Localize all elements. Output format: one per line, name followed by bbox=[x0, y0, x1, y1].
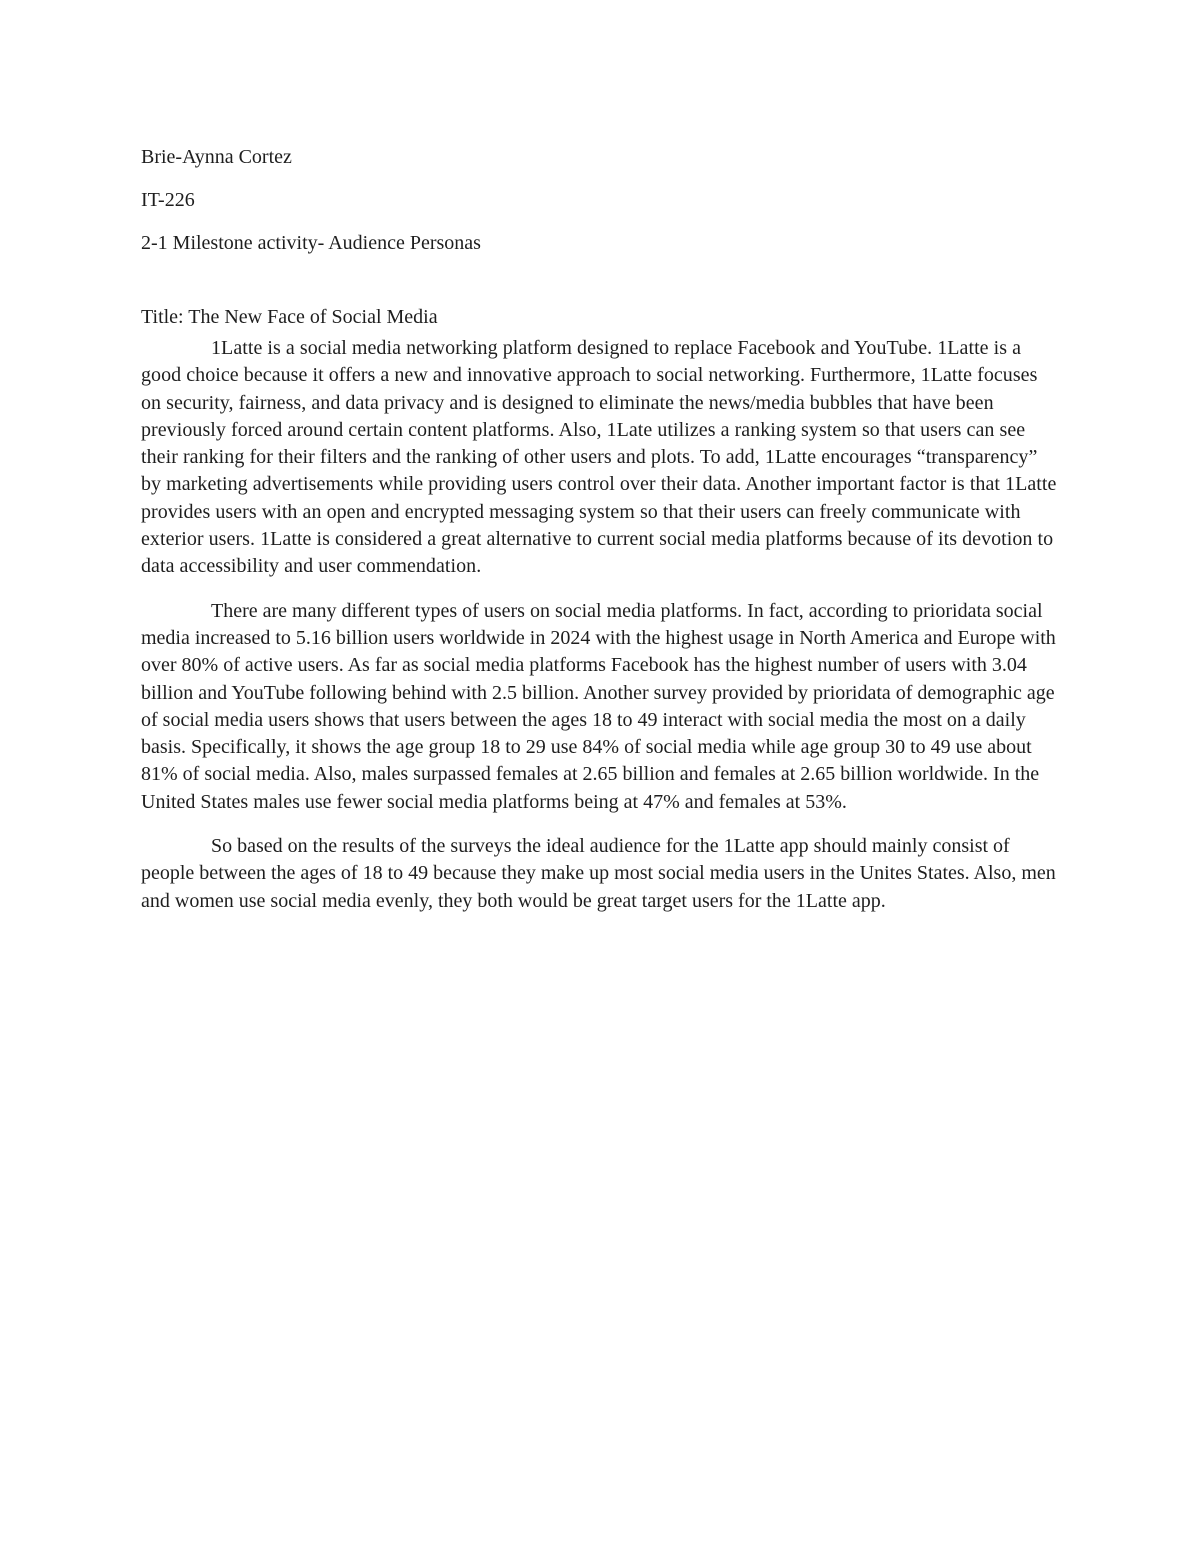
paragraph-intro: 1Latte is a social media networking platform designed to replace Facebook and YouTube. 1Latte is a good choice because it offers a new and innovative approach to social networking. Furthermore, 1Latte focuses on security, fairness, and data privacy and is designed to eliminate the news/media bubbles that have been previously forced around certain content platforms. Also, 1Late utilizes a ranking system so that users can see their ranking for their filters and the ranking of other users and plots. To add, 1Latte encourages “transparency” by marketing advertisements while providing users control over their data. Another important factor is that 1Latte provides users with an open and encrypted messaging system so that their users can freely communicate with exterior users. 1Latte is considered a great alternative to current social media platforms because of its devotion to data accessibility and user commendation. bbox=[141, 337, 1057, 578]
author-name: Brie-Aynna Cortez bbox=[141, 146, 292, 168]
document-body bbox=[141, 141, 1061, 915]
paragraph-conclusion: So based on the results of the surveys the ideal audience for the 1Latte app should mainly consist of people between the ages of 18 to 49 because they make up most social media users in the Unites States. Also, men and women use social media evenly, they both would be great target users for the 1Latte app. bbox=[141, 835, 1056, 912]
assignment-name: 2-1 Milestone activity- Audience Personas bbox=[141, 232, 481, 254]
course-code: IT-226 bbox=[141, 189, 195, 211]
paragraph-statistics: There are many different types of users on social media platforms. In fact, according to prioridata social media increased to 5.16 billion users worldwide in 2024 with the highest usage in North America and Europe with over 80% of active users. As far as social media platforms Facebook has the highest number of users with 3.04 billion and YouTube following behind with 2.5 billion. Another survey provided by prioridata of demographic age of social media users shows that users between the ages 18 to 49 interact with social media the most on a daily basis. Specifically, it shows the age group 18 to 29 use 84% of social media while age group 30 to 49 use about 81% of social media. Also, males surpassed females at 2.65 billion and females at 2.65 billion worldwide. In the United States males use fewer social media platforms being at 47% and females at 53%. bbox=[141, 599, 1056, 813]
document-title: Title: The New Face of Social Media bbox=[141, 306, 438, 328]
